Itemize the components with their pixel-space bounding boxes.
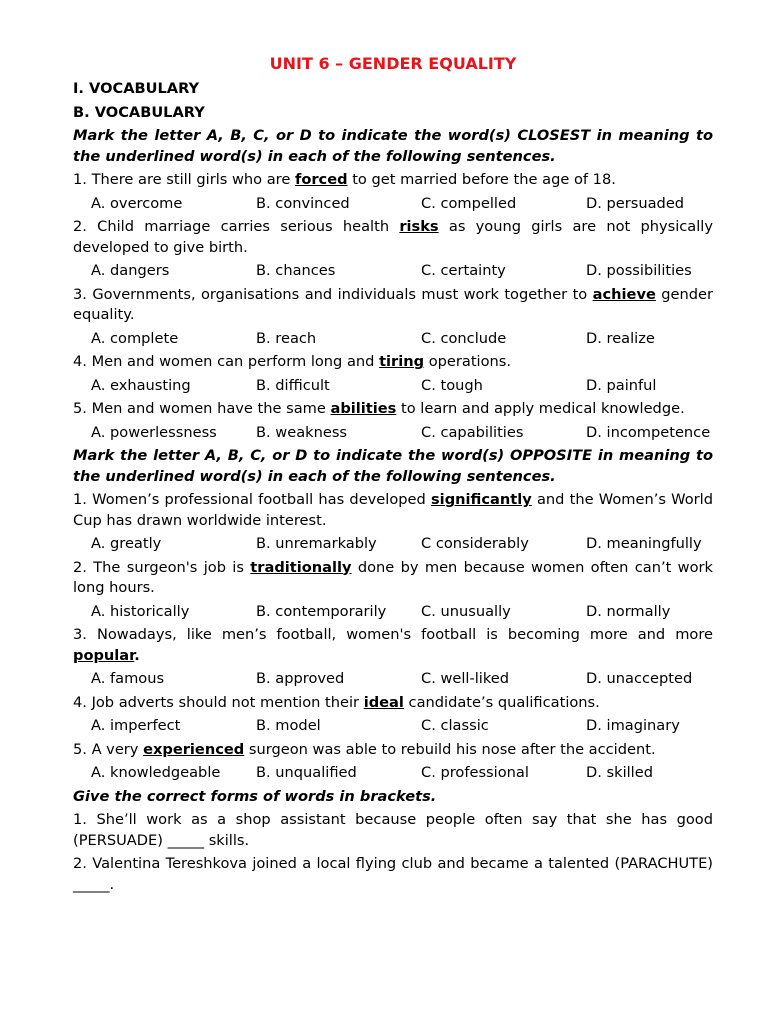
- option-c: C. professional: [421, 764, 529, 781]
- option-d: D. normally: [586, 602, 671, 620]
- keyword: experienced: [143, 740, 245, 758]
- option-c: C. tough: [421, 376, 483, 394]
- option-a: A. complete: [91, 329, 179, 347]
- word-form-item-1: 1. She’ll work as a shop assistant because people often say that she has good (PERSUADE) _____ skills.: [73, 811, 713, 849]
- option-d: D. unaccepted: [586, 670, 693, 687]
- options-b1: [73, 534, 713, 555]
- options-a2: [73, 261, 713, 282]
- option-d: D. painful: [586, 376, 657, 394]
- worksheet-page: [73, 52, 713, 898]
- option-b: B. model: [256, 717, 321, 734]
- option-c: C. capabilities: [421, 423, 524, 441]
- option-b: B. approved: [256, 670, 345, 687]
- option-a: A. historically: [91, 602, 190, 620]
- option-c: C. unusually: [421, 602, 511, 620]
- option-d: D. incompetence: [586, 423, 711, 441]
- option-b: B. reach: [256, 329, 317, 347]
- keyword: significantly: [431, 491, 532, 508]
- question-a2: 2. Child marriage carries serious health risks as young girls are not physically developed to give birth.: [73, 218, 713, 256]
- option-c: C. classic: [421, 717, 489, 734]
- section-heading-b-vocabulary: B. VOCABULARY: [73, 103, 205, 121]
- options-b2: [73, 602, 713, 623]
- option-d: D. meaningfully: [586, 535, 702, 552]
- question-a4: 4. Men and women can perform long and tiring operations.: [73, 353, 512, 370]
- option-b: B. weakness: [256, 423, 348, 441]
- keyword: traditionally: [250, 558, 352, 576]
- question-b5: 5. A very experienced surgeon was able to rebuild his nose after the accident.: [73, 740, 656, 758]
- option-a: A. greatly: [91, 535, 162, 552]
- option-d: D. realize: [586, 329, 655, 347]
- option-b: B. contemporarily: [256, 602, 387, 620]
- question-b4: 4. Job adverts should not mention their ideal candidate’s qualifications.: [73, 693, 600, 711]
- keyword: achieve: [592, 285, 656, 303]
- option-a: A. imperfect: [91, 717, 181, 734]
- keyword: risks: [399, 218, 439, 235]
- option-d: D. imaginary: [586, 717, 680, 734]
- option-b: B. chances: [256, 262, 336, 279]
- question-a5: 5. Men and women have the same abilities to learn and apply medical knowledge.: [73, 400, 685, 417]
- option-a: A. powerlessness: [91, 423, 217, 441]
- option-a: A. dangers: [91, 262, 170, 279]
- option-b: B. unqualified: [256, 764, 357, 781]
- options-a4: [73, 376, 713, 397]
- instruction-word-forms: Give the correct forms of words in brackets.: [73, 787, 437, 805]
- option-a: A. exhausting: [91, 376, 191, 394]
- question-b2: 2. The surgeon's job is traditionally done by men because women often can’t work long hours.: [73, 558, 713, 596]
- option-a: A. overcome: [91, 194, 183, 212]
- section-heading-vocabulary: I. VOCABULARY: [73, 80, 200, 97]
- options-a5: [73, 423, 713, 444]
- option-b: B. difficult: [256, 376, 330, 394]
- question-b3: 3. Nowadays, like men’s football, women's football is becoming more and more popular.: [73, 626, 713, 664]
- options-b4: [73, 716, 713, 737]
- options-a1: [73, 194, 713, 215]
- option-d: D. possibilities: [586, 262, 692, 279]
- options-b5: [73, 763, 713, 784]
- word-form-item-2: 2. Valentina Tereshkova joined a local flying club and became a talented (PARACHUTE) _____.: [73, 855, 713, 893]
- option-b: B. convinced: [256, 194, 350, 212]
- keyword: ideal: [363, 693, 404, 711]
- instruction-opposite: Mark the letter A, B, C, or D to indicate the word(s) OPPOSITE in meaning to the underlined word(s) in each of the following sentences.: [73, 447, 713, 485]
- option-b: B. unremarkably: [256, 535, 377, 552]
- option-c: C considerably: [421, 535, 529, 552]
- keyword: tiring: [379, 353, 425, 370]
- option-c: C. well-liked: [421, 670, 510, 687]
- options-b3: [73, 669, 713, 690]
- option-c: C. conclude: [421, 329, 507, 347]
- option-c: C. compelled: [421, 194, 517, 212]
- option-d: D. skilled: [586, 764, 653, 781]
- option-c: C. certainty: [421, 262, 506, 279]
- question-a1: 1. There are still girls who are forced to get married before the age of 18.: [73, 171, 616, 188]
- keyword: abilities: [330, 400, 397, 417]
- page-title: UNIT 6 – GENDER EQUALITY: [269, 54, 517, 73]
- question-b1: 1. Women’s professional football has developed significantly and the Women’s World Cup has drawn worldwide interest.: [73, 491, 714, 529]
- options-a3: [73, 329, 713, 350]
- option-d: D. persuaded: [586, 194, 685, 212]
- option-a: A. knowledgeable: [91, 764, 221, 781]
- keyword: forced: [294, 171, 348, 188]
- keyword: popular: [73, 646, 135, 664]
- option-a: A. famous: [91, 670, 165, 687]
- question-a3: 3. Governments, organisations and individuals must work together to achieve gender equality.: [73, 285, 714, 323]
- instruction-closest: Mark the letter A, B, C, or D to indicate the word(s) CLOSEST in meaning to the underlined word(s) in each of the following sentences.: [73, 127, 713, 165]
